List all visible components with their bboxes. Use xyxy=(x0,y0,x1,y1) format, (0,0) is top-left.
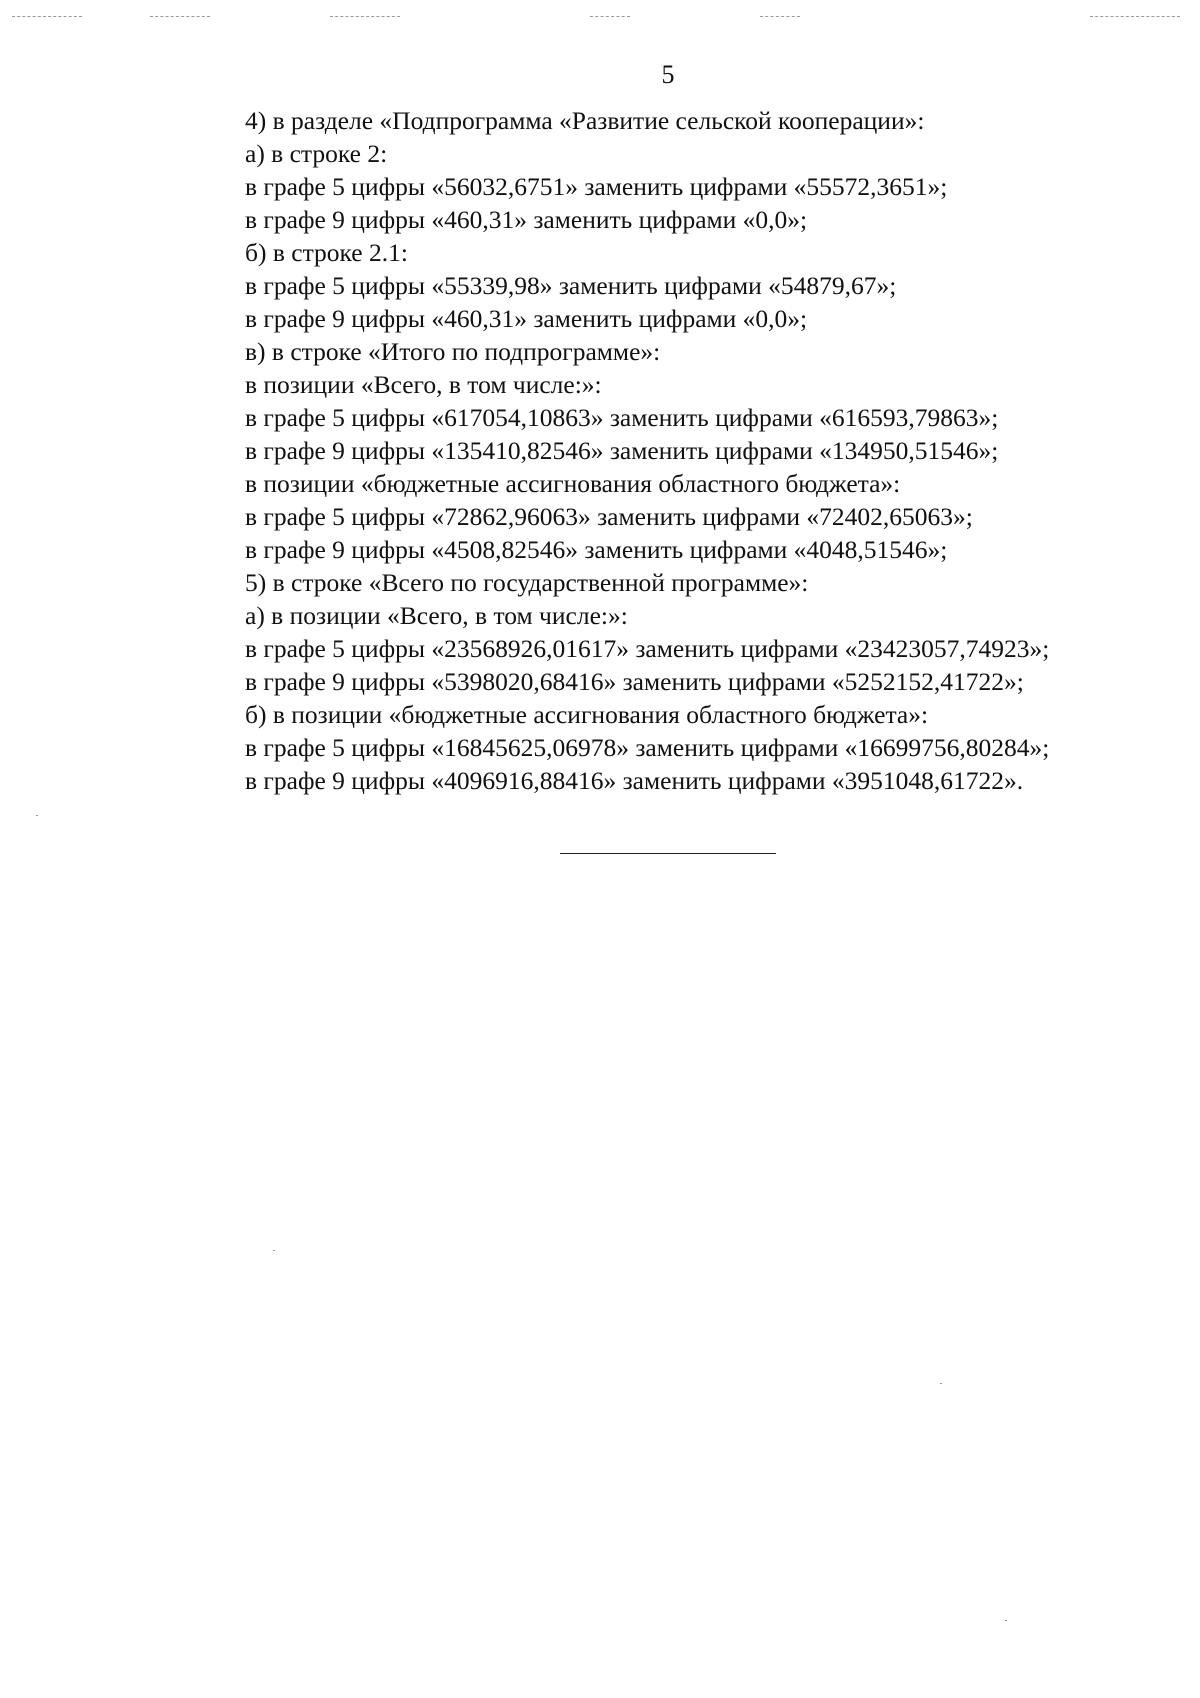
text-line: 4) в разделе «Подпрограмма «Развитие сельской кооперации»: xyxy=(245,106,925,135)
scan-edge-mark xyxy=(1090,16,1180,17)
scan-edge-mark xyxy=(590,16,630,17)
text-line: в графе 9 цифры «460,31» заменить цифрами «0,0»; xyxy=(245,205,808,234)
scan-speck xyxy=(36,815,38,816)
text-line: в графе 9 цифры «5398020,68416» заменить цифрами «5252152,41722»; xyxy=(245,667,1024,696)
scan-speck xyxy=(1005,1620,1007,1621)
text-line: в графе 9 цифры «135410,82546» заменить цифрами «134950,51546»; xyxy=(245,436,999,465)
text-line: в позиции «бюджетные ассигнования областного бюджета»: xyxy=(245,469,901,498)
scan-speck xyxy=(940,1383,942,1384)
text-line: в графе 9 цифры «4096916,88416» заменить цифрами «3951048,61722». xyxy=(245,766,1024,795)
text-line: а) в позиции «Всего, в том числе:»: xyxy=(245,601,628,630)
amendment-text xyxy=(245,104,1165,797)
closing-rule xyxy=(560,853,776,854)
text-line: а) в строке 2: xyxy=(245,139,388,168)
page-number: 5 xyxy=(661,60,675,89)
text-line: в графе 5 цифры «72862,96063» заменить цифрами «72402,65063»; xyxy=(245,502,973,531)
text-line: в графе 5 цифры «23568926,01617» заменить цифрами «23423057,74923»; xyxy=(245,634,1050,663)
text-line: в графе 5 цифры «56032,6751» заменить цифрами «55572,3651»; xyxy=(245,172,948,201)
scan-speck xyxy=(273,1250,275,1251)
text-line: б) в строке 2.1: xyxy=(245,238,408,267)
text-line: в графе 9 цифры «460,31» заменить цифрами «0,0»; xyxy=(245,304,808,333)
scan-edge-mark xyxy=(330,16,400,17)
scan-edge-mark xyxy=(12,16,82,17)
text-line: 5) в строке «Всего по государственной программе»: xyxy=(245,568,809,597)
scan-edge-mark xyxy=(760,16,800,17)
text-line: в графе 5 цифры «16845625,06978» заменить цифрами «16699756,80284»; xyxy=(245,733,1050,762)
scan-edge-mark xyxy=(150,16,210,17)
text-line: в) в строке «Итого по подпрограмме»: xyxy=(245,337,661,366)
text-line: в графе 5 цифры «55339,98» заменить цифрами «54879,67»; xyxy=(245,271,897,300)
text-line: б) в позиции «бюджетные ассигнования областного бюджета»: xyxy=(245,700,929,729)
text-line: в позиции «Всего, в том числе:»: xyxy=(245,370,602,399)
text-line: в графе 5 цифры «617054,10863» заменить цифрами «616593,79863»; xyxy=(245,403,999,432)
text-line: в графе 9 цифры «4508,82546» заменить цифрами «4048,51546»; xyxy=(245,535,948,564)
